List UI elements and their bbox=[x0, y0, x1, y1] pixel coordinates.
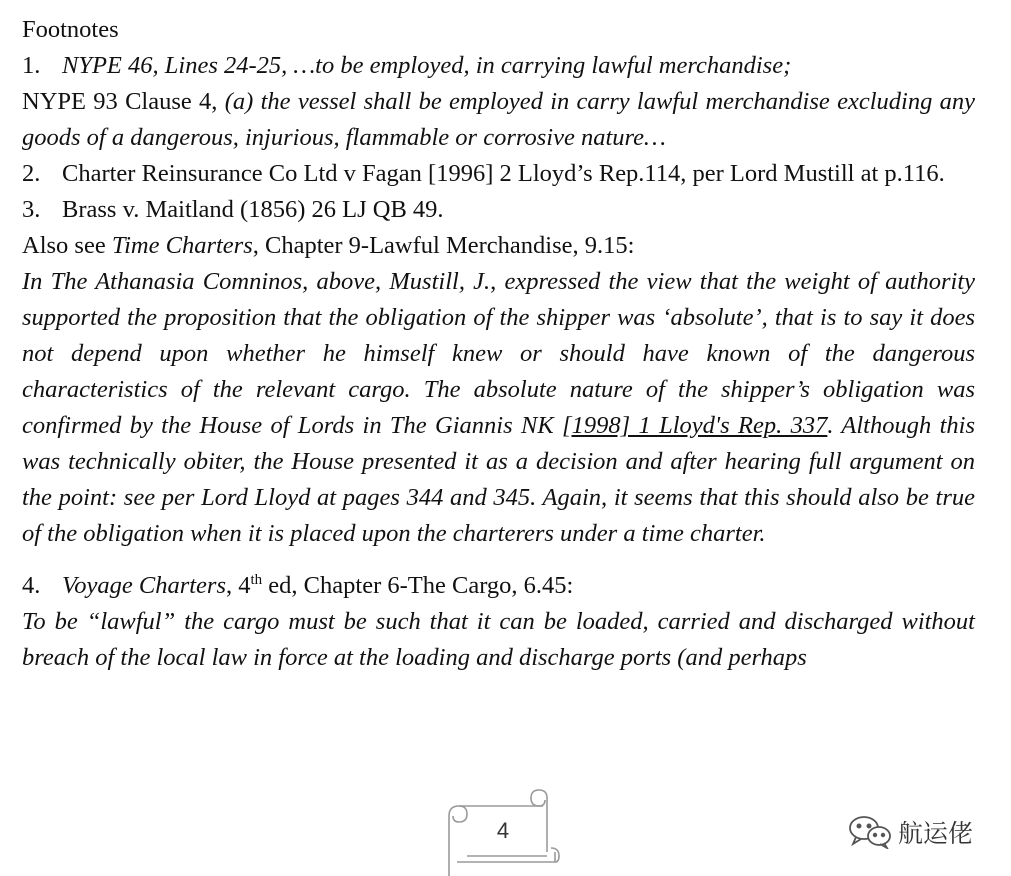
footnote-1-nype93-label: NYPE 93 Clause 4, bbox=[22, 88, 218, 115]
footnote-1-nype93-text-cont: excluding any goods of a dangerous, injurious, flammable or corrosive nature… bbox=[22, 88, 976, 151]
footnote-1-nype46: NYPE 46, Lines 24-25, …to be employed, in carrying lawful merchandise; bbox=[62, 52, 792, 79]
footnotes-heading: Footnotes bbox=[22, 16, 119, 43]
footnote-3-text: Brass v. Maitland (1856) 26 LJ QB 49. bbox=[62, 196, 444, 223]
footnote-3-also-see bbox=[22, 228, 975, 264]
footnote-1-nype93-text: (a) the vessel shall be employed in carry lawful merchandise bbox=[224, 88, 830, 115]
footnote-4-edition: , 4 bbox=[226, 572, 251, 599]
wechat-icon bbox=[848, 815, 892, 849]
footnote-2-text: Charter Reinsurance Co Ltd v Fagan [1996] 2 Lloyd’s Rep.114, per Lord Mustill at p.116. bbox=[62, 160, 945, 187]
footnote-3 bbox=[22, 192, 975, 228]
footnote-2 bbox=[22, 156, 975, 192]
also-see-title: Time Charters bbox=[111, 232, 253, 259]
footnote-4-suffix: ed, Chapter 6-The Cargo, 6.45: bbox=[262, 572, 574, 599]
footnote-4-title: Voyage Charters bbox=[62, 572, 226, 599]
footnotes-page bbox=[22, 12, 975, 676]
footnote-4 bbox=[22, 568, 975, 604]
also-see-prefix: Also see bbox=[22, 232, 106, 259]
brand-watermark bbox=[848, 812, 973, 852]
brand-name: 航运佬 bbox=[898, 819, 974, 848]
also-see-suffix: , Chapter 9-Lawful Merchandise, 9.15: bbox=[252, 232, 635, 259]
page-number: 4 bbox=[496, 818, 510, 843]
footnote-4-edition-sup: th bbox=[250, 571, 263, 588]
paragraph-gap bbox=[22, 552, 975, 568]
footnote-1-line-1 bbox=[22, 48, 975, 84]
footnote-3-quote bbox=[22, 264, 975, 552]
quote-part-1: In The Athanasia Comninos, above, Mustill, J., expressed the view that the weight of authority supported the proposition that the obligation of the shipper was ‘absolute’, that is to say it does not depend upon whether he himself knew or should have known of the dangerous characteristics of the relevant cargo. The absolute nature of the shipper’s obligation was confirmed by the House of Lords in The Giannis NK bbox=[22, 268, 975, 439]
footnote-1-body bbox=[22, 84, 975, 156]
footnote-3-number: 3. bbox=[22, 196, 41, 223]
footnote-1-number: 1. bbox=[22, 52, 41, 79]
footnote-2-number: 2. bbox=[22, 160, 41, 187]
footnote-4-number: 4. bbox=[22, 572, 41, 599]
giannis-citation-link[interactable]: [1998] 1 Lloyd's Rep. 337 bbox=[562, 412, 828, 439]
footnote-4-quote: To be “lawful” the cargo must be such that it can be loaded, carried and discharged without breach of the local law in force at the loading and discharge ports (and perhaps bbox=[22, 608, 975, 671]
quote-part-2: . Although this was technically obiter, the House presented it as a decision and after hearing full argument on the point: see per Lord Lloyd at pages 344 and 345. Again, it seems that this should also be true of the obligation when it is placed upon the charterers under a time charter. bbox=[22, 412, 975, 547]
